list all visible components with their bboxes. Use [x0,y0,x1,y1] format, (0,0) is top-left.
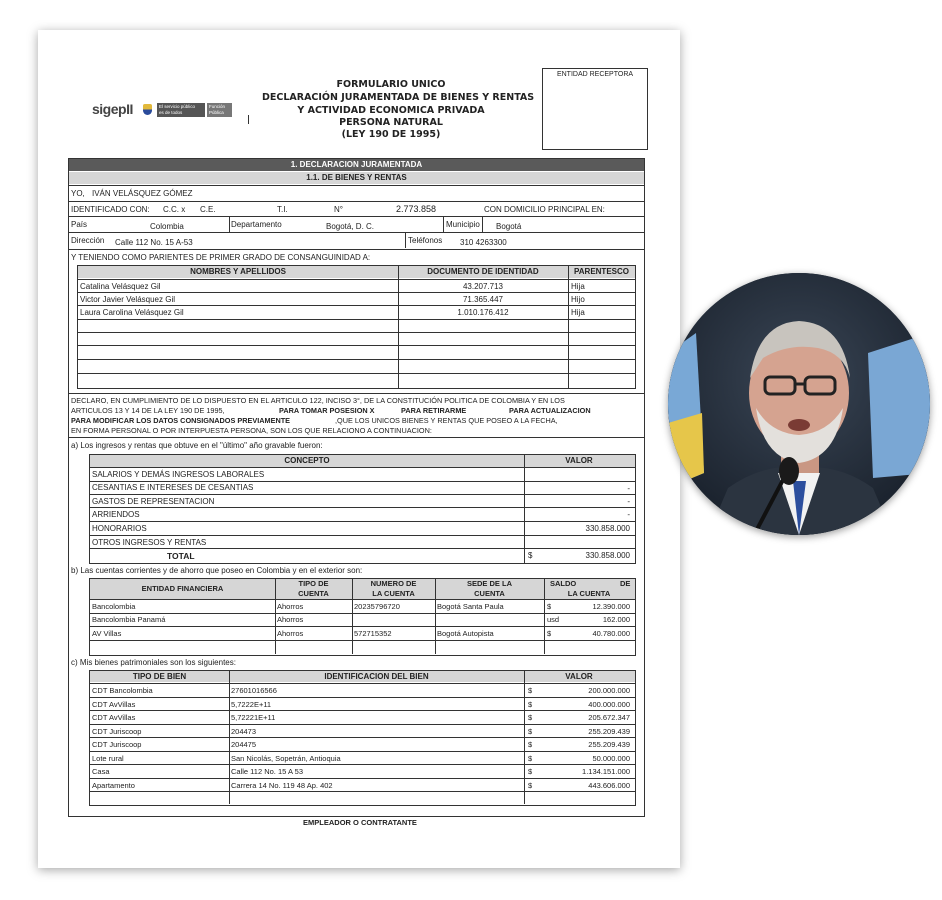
form-title-3: Y ACTIVIDAD ECONOMICA PRIVADA [297,105,485,116]
depto-value: Bogotá, D. C. [326,222,375,231]
bien-5-tipo: CDT Juriscoop [92,740,142,749]
ingreso-4-valor: - [627,510,630,519]
cuentas-col-numero-2: LA CUENTA [372,589,415,598]
bien-8-valor: 443.606.000 [588,781,630,790]
pais-label: País [71,220,88,229]
bien-6-valor: 50.000.000 [592,754,630,763]
rule [405,232,406,248]
form-title-2: DECLARACIÓN JURAMENTADA DE BIENES Y RENTAS [262,92,535,103]
bien-3-moneda: $ [528,713,533,722]
declaro-line4: EN FORMA PERSONAL O POR INTERPUESTA PERSONA, SON LOS QUE RELACIONO A CONTINUACION: [71,426,432,435]
dir-value: Calle 112 No. 15 A-53 [115,238,193,247]
rule [90,697,635,698]
bien-5-moneda: $ [528,740,533,749]
rule [90,626,635,627]
cuenta-3-entidad: AV Villas [92,629,122,638]
gov-badge-line1: El servicio público [159,104,196,109]
cuentas-col-entidad: ENTIDAD FINANCIERA [141,584,224,593]
section-subtitle: 1.1. DE BIENES Y RENTAS [306,173,407,182]
ingresos-intro: a) Los ingresos y rentas que obtuve en el "último" año gravable fueron: [71,441,323,450]
rule [90,683,635,684]
ingreso-5-concepto: HONORARIOS [92,524,147,533]
rule [90,467,635,468]
cuenta-3-moneda: $ [547,629,552,638]
cuenta-2-moneda: usd [547,615,560,624]
cuenta-1-tipo: Ahorros [277,602,304,611]
rule [78,345,635,346]
option-posesion: PARA TOMAR POSESION X [279,406,375,415]
option-actualizacion: PARA ACTUALIZACION [509,406,591,415]
bien-7-moneda: $ [528,767,533,776]
pariente-1-documento: 43.207.713 [462,282,504,291]
bien-8-identificacion: Carrera 14 No. 119 48 Ap. 402 [231,781,333,790]
bien-8-tipo: Apartamento [92,781,135,790]
rule [90,778,635,779]
sigep-logo [92,101,133,119]
form-title-5: (LEY 190 DE 1995) [341,129,441,140]
bien-5-identificacion: 204475 [231,740,257,749]
pariente-2-parentesco: Hijo [571,295,585,304]
gov-badge-line2: es de todos [159,110,183,115]
cuentas-col-sede-1: SEDE DE LA [466,579,512,588]
rule [78,279,635,280]
cuentas-col-tipo-2: CUENTA [298,589,329,598]
bien-4-valor: 255.209.439 [588,727,630,736]
rule [69,185,644,186]
ingreso-2-valor: - [627,484,630,493]
rule [90,737,635,738]
bien-7-identificacion: Calle 112 No. 15 A 53 [231,767,303,776]
cuenta-1-moneda: $ [547,602,552,611]
cuentas-intro: b) Las cuentas corrientes y de ahorro que poseo en Colombia y en el exterior son: [71,566,363,575]
funcion-publica-line1: Función [209,104,226,109]
tel-label: Teléfonos [408,236,443,245]
bien-6-identificacion: San Nicolás, Sopetrán, Antioquia [231,754,341,763]
ingreso-1-concepto: SALARIOS Y DEMÁS INGRESOS LABORALES [92,470,265,479]
cuentas-col-saldo-3: LA CUENTA [567,589,611,598]
bienes-intro: c) Mis bienes patrimoniales son los siguientes: [71,658,236,667]
bien-3-tipo: CDT AvVillas [92,713,136,722]
bien-1-identificacion: 27601016566 [231,686,277,695]
ingreso-2-concepto: CESANTIAS E INTERESES DE CESANTIAS [92,483,254,492]
parientes-col-parentesco: PARENTESCO [574,267,629,276]
rule [482,216,483,232]
cuenta-2-tipo: Ahorros [277,615,304,624]
cuentas-col-saldo-2: DE [620,579,631,588]
rule [90,724,635,725]
rule [69,393,644,394]
muni-label: Municipio [446,220,480,229]
cuenta-2-entidad: Bancolombia Panamá [92,615,166,624]
rule [443,216,444,232]
rule [78,319,635,320]
declarant-name: IVÁN VELÁSQUEZ GÓMEZ [92,189,193,198]
funcion-publica-badge [207,103,232,117]
parientes-col-nombres: NOMBRES Y APELLIDOS [190,267,286,276]
bien-4-moneda: $ [528,727,533,736]
rule [69,216,644,217]
rule [524,455,525,563]
bien-2-moneda: $ [528,700,533,709]
rule [69,437,644,438]
rule [90,548,635,549]
ingresos-col-valor: VALOR [565,456,593,465]
declaro-line3: ,QUE LOS UNICOS BIENES Y RENTAS QUE POSEO A LA FECHA, [335,416,558,425]
bien-1-moneda: $ [528,686,533,695]
cuenta-3-tipo: Ahorros [277,629,304,638]
pariente-2-documento: 71.365.447 [462,295,504,304]
rule [352,579,353,654]
parientes-col-documento: DOCUMENTO DE IDENTIDAD [427,267,539,276]
rule [435,579,436,654]
bienes-col-identificacion: IDENTIFICACION DEL BIEN [324,672,429,681]
ingresos-total-currency: $ [528,551,533,560]
tel-value: 310 4263300 [460,238,507,247]
number-label: N° [334,205,343,214]
rule [90,710,635,711]
bienes-col-tipo: TIPO DE BIEN [132,672,187,681]
domicilio-label: CON DOMICILIO PRINCIPAL EN: [484,205,605,214]
rule [69,249,644,250]
yo-label: YO, [71,189,85,198]
cuentas-col-numero-1: NUMERO DE [370,579,417,588]
pariente-3-nombre: Laura Carolina Velásquez Gil [80,308,184,317]
cuenta-3-numero: 572715352 [354,629,392,638]
rule [90,521,635,522]
option-modificar: PARA MODIFICAR LOS DATOS CONSIGNADOS PREVIAMENTE [71,416,291,425]
bien-3-valor: 205.672.347 [588,713,630,722]
pariente-1-parentesco: Hija [571,282,585,291]
rule [78,292,635,293]
rule [90,507,635,508]
receiver-box [542,68,648,150]
receiver-label: ENTIDAD RECEPTORA [556,71,634,78]
rule [78,305,635,306]
rule [90,599,635,600]
rule [78,332,635,333]
rule [90,494,635,495]
logo-divider [248,115,249,124]
bien-7-tipo: Casa [92,767,110,776]
bien-2-tipo: CDT AvVillas [92,700,136,709]
bien-8-moneda: $ [528,781,533,790]
bien-6-moneda: $ [528,754,533,763]
declaro-line2: ARTICULOS 13 Y 14 DE LA LEY 190 DE 1995, [71,406,225,415]
rule [90,791,635,792]
bien-2-valor: 400.000.000 [588,700,630,709]
bien-6-tipo: Lote rural [92,754,124,763]
rule [90,764,635,765]
cuenta-1-saldo: 12.390.000 [592,602,630,611]
pariente-1-nombre: Catalina Velásquez Gil [80,282,161,291]
declarant-portrait-photo [668,273,930,535]
ingresos-total-label: TOTAL [167,551,195,561]
bien-4-tipo: CDT Juriscoop [92,727,142,736]
employer-label: EMPLEADOR O CONTRATANTE [303,818,417,827]
ingreso-3-concepto: GASTOS DE REPRESENTACION [92,497,215,506]
ti-option: T.I. [277,205,288,214]
section-title: 1. DECLARACION JURAMENTADA [290,160,423,169]
depto-label: Departamento [231,220,282,229]
bien-4-identificacion: 204473 [231,727,257,736]
bien-7-valor: 1.134.151.000 [582,767,630,776]
form-title-4: PERSONA NATURAL [339,117,443,128]
rule [275,579,276,654]
rule [69,232,644,233]
cuenta-1-sede: Bogotá Santa Paula [437,602,504,611]
declaro-line1: DECLARO, EN CUMPLIMIENTO DE LO DISPUESTO EN EL ARTICULO 122, INCISO 3°, DE LA CONSTITUCIÓN POLITICA DE COLOMBIA Y EN LOS [71,396,565,405]
funcion-publica-line2: Pública [209,110,224,115]
bien-5-valor: 255.209.439 [588,740,630,749]
cuenta-1-numero: 20235796720 [354,602,400,611]
rule [544,579,545,654]
pariente-3-parentesco: Hija [571,308,585,317]
rule [78,373,635,374]
cuenta-3-saldo: 40.780.000 [592,629,630,638]
dir-label: Dirección [71,236,105,245]
rule [78,359,635,360]
ingresos-total-value: 330.858.000 [585,551,630,560]
bien-3-identificacion: 5,72221E+11 [231,713,276,722]
rule [90,751,635,752]
pariente-3-documento: 1.010.176.412 [457,308,509,317]
rule [90,640,635,641]
ce-option: C.E. [200,205,216,214]
cuentas-col-sede-2: CUENTA [474,589,505,598]
pais-value: Colombia [150,222,184,231]
rule [90,613,635,614]
rule [90,481,635,482]
ingreso-6-concepto: OTROS INGRESOS Y RENTAS [92,538,207,547]
cc-option: C.C. x [163,205,186,214]
id-label: IDENTIFICADO CON: [71,205,150,214]
bien-1-valor: 200.000.000 [588,686,630,695]
cuenta-3-sede: Bogotá Autopista [437,629,494,638]
cuenta-1-entidad: Bancolombia [92,602,136,611]
bienes-col-valor: VALOR [565,672,593,681]
ingreso-4-concepto: ARRIENDOS [92,510,140,519]
cuentas-col-saldo-1: SALDO [550,579,577,588]
colombia-shield-icon [143,104,152,115]
rule [568,266,569,388]
sigep-logo-text: sigepII [92,101,133,117]
ingreso-3-valor: - [627,497,630,506]
cuenta-2-saldo: 162.000 [602,615,630,624]
muni-value: Bogotá [496,222,522,231]
ingresos-col-concepto: CONCEPTO [284,456,330,465]
rule [90,535,635,536]
portrait-illustration [668,273,930,535]
bien-2-identificacion: 5,7222E+11 [231,700,272,709]
rule [69,201,644,202]
form-title-1: FORMULARIO UNICO [336,79,446,90]
gov-badge [157,103,205,117]
id-number: 2.773.858 [396,204,437,214]
option-retirarme: PARA RETIRARME [401,406,467,415]
rule [229,216,230,232]
cuentas-col-tipo-1: TIPO DE [298,579,329,588]
pariente-2-nombre: Victor Javier Velásquez Gil [80,295,176,304]
ingreso-5-valor: 330.858.000 [585,524,630,533]
bien-1-tipo: CDT Bancolombia [92,686,153,695]
parientes-intro: Y TENIENDO COMO PARIENTES DE PRIMER GRADO DE CONSANGUINIDAD A: [71,253,371,262]
